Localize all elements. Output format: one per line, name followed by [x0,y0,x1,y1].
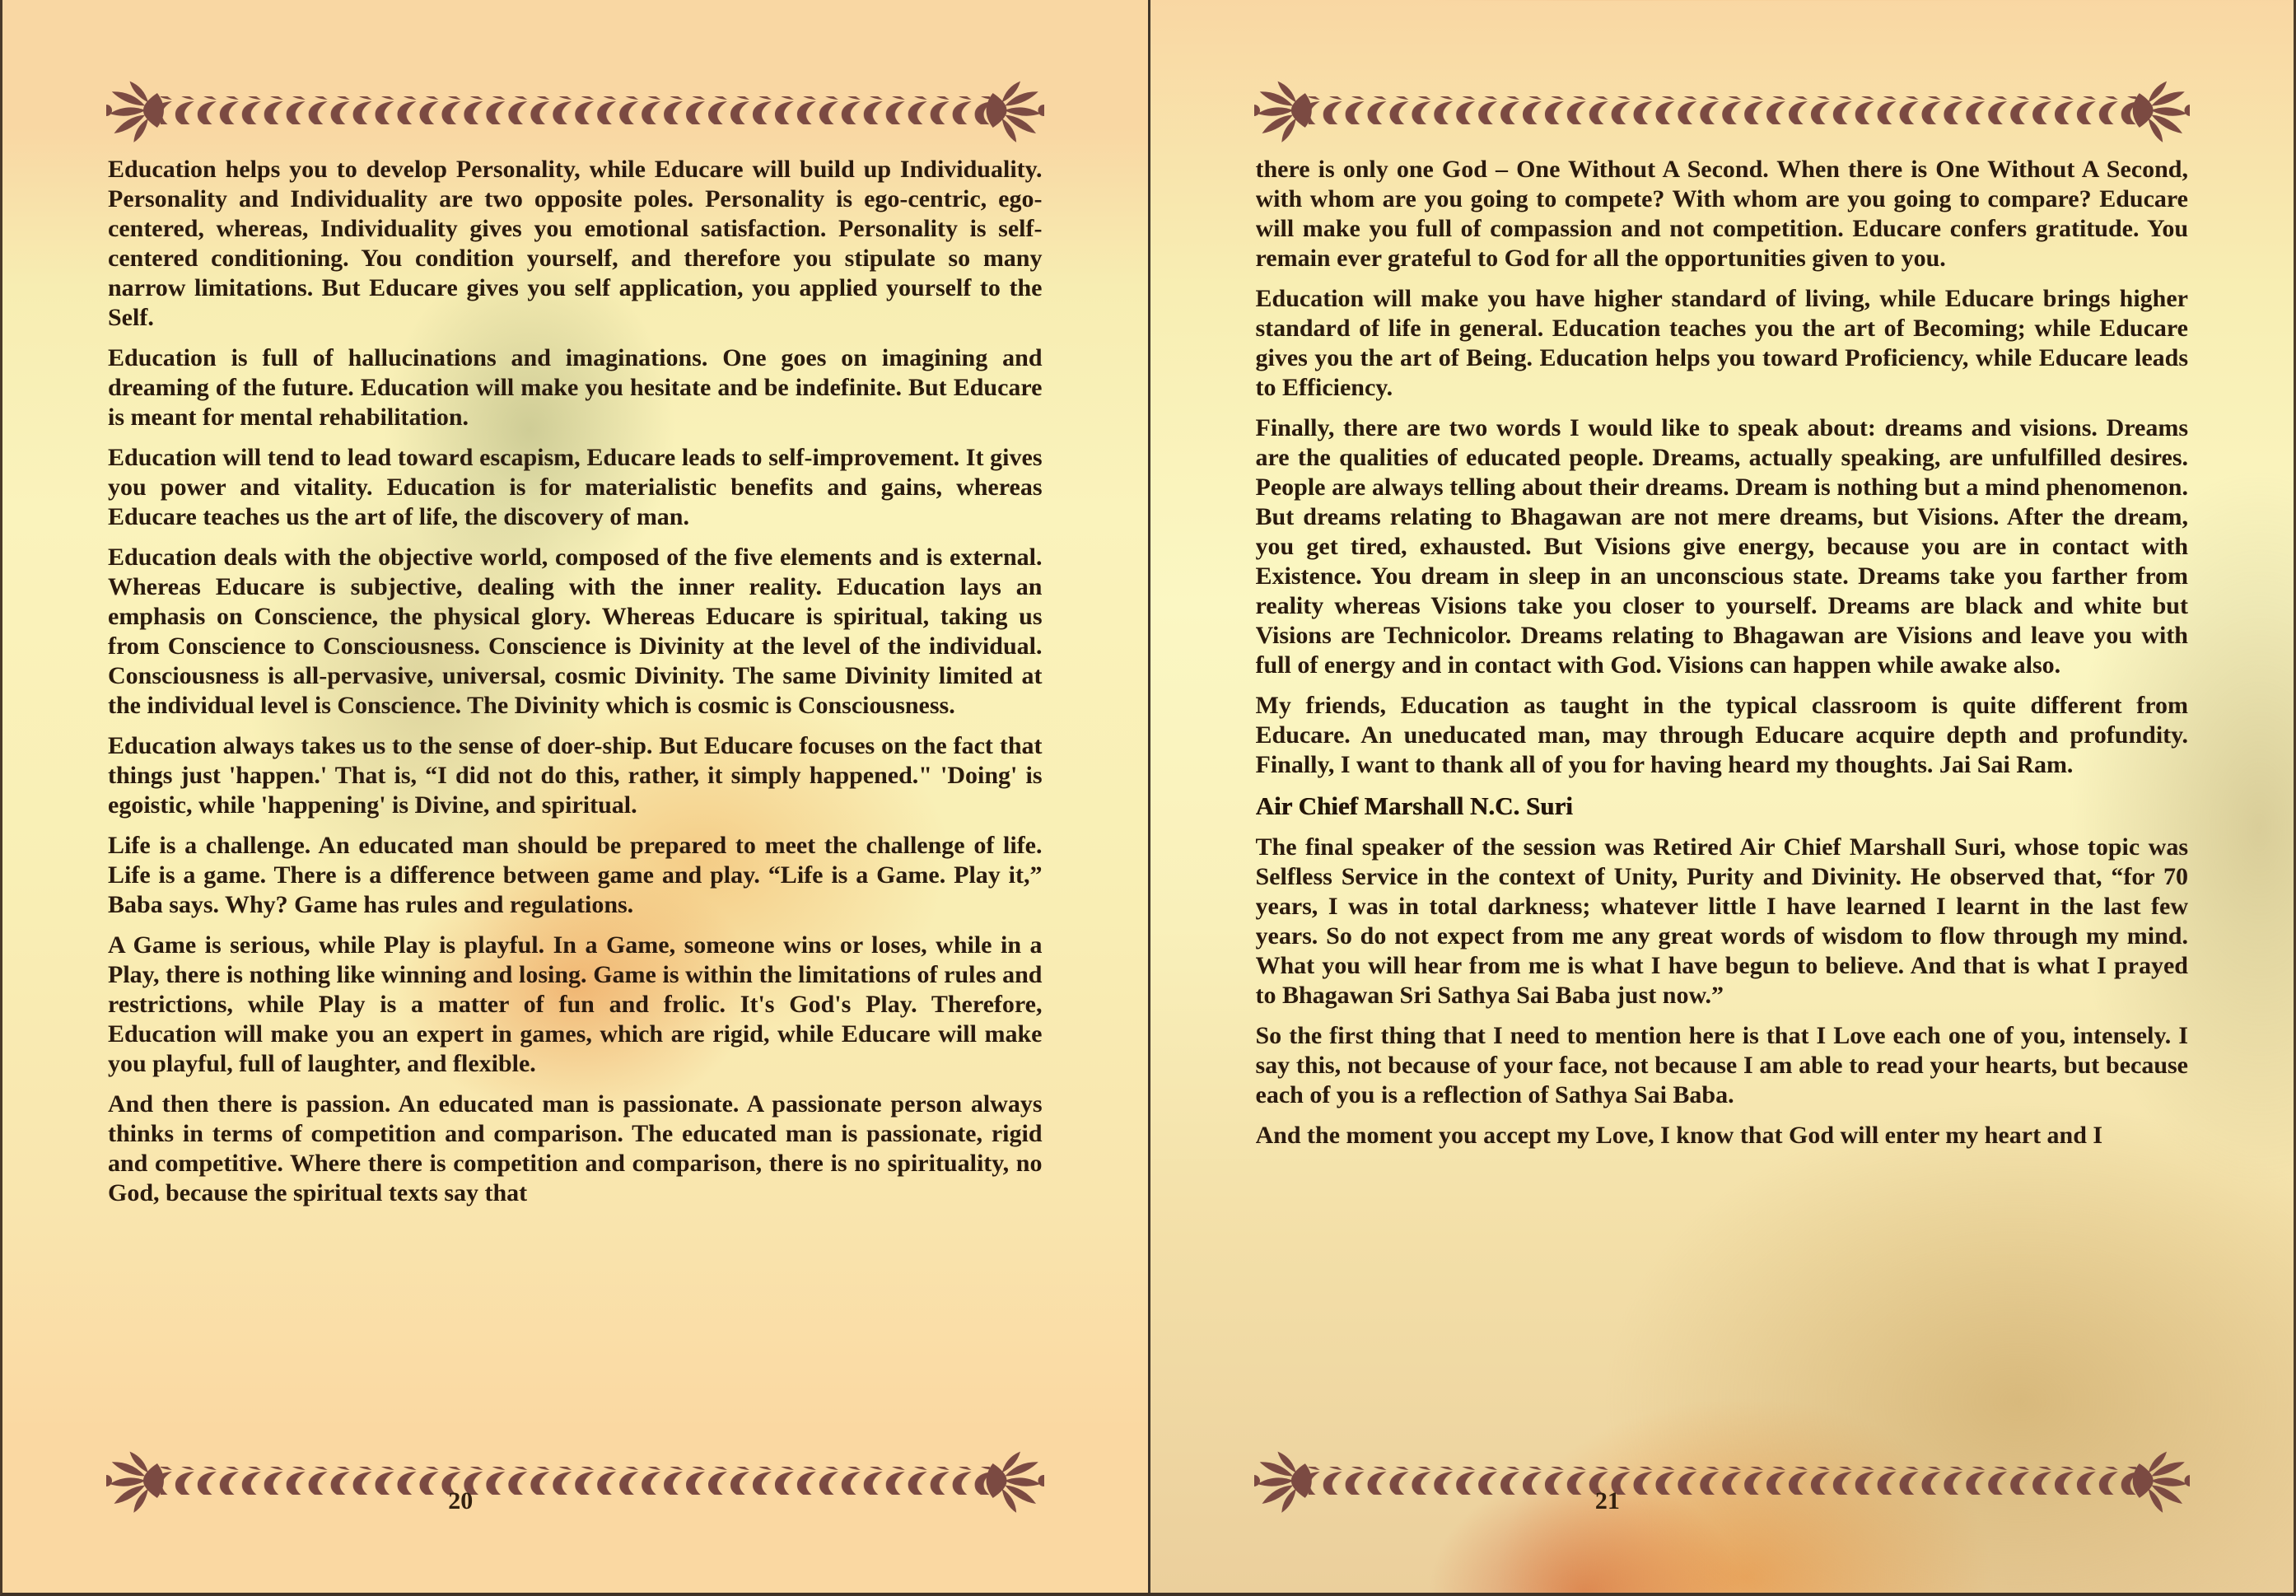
rope-border-icon [1254,1443,2191,1519]
page-number: 20 [448,1487,474,1514]
page-left [2,0,1148,1593]
paragraph: A Game is serious, while Play is playful. In a Game, someone wins or loses, while in a Play, there is nothing like winning and losing. Game is within the limitations of rules and restrictions, while Play is a matter of fun and frolic. It's God's Play. Therefore, Education will make you an expert in games, which are rigid, while Educare will make you playful, full of laughter, and flexible. [108,931,1043,1077]
paragraph: there is only one God – One Without A Second. When there is One Without A Second, with whom are you going to compete? With whom are you going to compare? Educare will make you full of compassion and not competition. Educare confers gratitude. You remain ever grateful to God for all the opportunities given to you. [1255,156,2188,272]
right-page-text [1256,155,2189,1436]
paragraph: Life is a challenge. An educated man should be prepared to meet the challenge of life. Life is a game. There is a difference between game and play. “Life is a Game. Play it,” Baba says. Why? Game has rules and regulations. [108,832,1043,918]
paragraph: The final speaker of the session was Retired Air Chief Marshall Suri, whose topic was Selfless Service in the context of Unity, Purity and Divinity. He observed that, “for 70 years, I was in total darkness; whatever little I have learned I learnt in the last few years. So do not expect from me any great words of wisdom to flow through my mind. What you will hear from me is what I have begun to believe. And that is what I prayed to Bhagawan Sri Sathya Sai Baba just now.” [1255,833,2188,1009]
paragraph: Education is full of hallucinations and imaginations. One goes on imagining and dreaming of the future. Education will make you hesitate and be indefinite. But Educare is meant for mental rehabilitation. [108,344,1043,431]
paragraph: Education will make you have higher standard of living, while Educare brings higher standard of life in general. Education teaches you the art of Becoming; while Educare gives you the art of Being. Education helps you toward Proficiency, while Educare leads to Efficiency. [1255,285,2188,401]
paragraph: And then there is passion. An educated man is passionate. A passionate person always thinks in terms of competition and comparison. The educated man is passionate, rigid and competitive. Where there is competition and comparison, there is no spirituality, no God, because the spiritual texts say that [108,1090,1043,1206]
paragraph: Education helps you to develop Personality, while Educare will build up Individuality. Personality and Individuality are two opposite poles. Personality is ego-centric, ego-centered, whereas, Individuality gives you emotional satisfaction. Personality is self-centered conditioning. You condition yourself, and therefore you stipulate so many narrow limitations. But Educare gives you self application, you applied yourself to the Self. [108,156,1043,331]
paragraph: My friends, Education as taught in the typical classroom is quite different from Educare. An uneducated man, may through Educare acquire depth and profundity. Finally, I want to thank all of you for having heard my thoughts. Jai Sai Ram. [1255,692,2188,778]
rope-border-icon [1254,72,2191,148]
left-page-text [108,155,1043,1436]
top-ornamental-border [1254,72,2191,148]
rope-border-icon [106,72,1044,148]
paragraph: Education deals with the objective world, composed of the five elements and is external. Whereas Educare is subjective, dealing with the inner reality. Education lays an emphasis on Conscience, the physical glory. Whereas Educare is spiritual, taking us from Conscience to Consciousness. Conscience is Divinity at the level of the individual. Consciousness is all-pervasive, universal, cosmic Divinity. The same Divinity limited at the individual level is Conscience. The Divinity which is cosmic is Consciousness. [108,544,1043,719]
bottom-ornamental-border [1254,1443,2191,1519]
paragraph: And the moment you accept my Love, I know that God will enter my heart and I [1255,1122,2103,1149]
paragraph: Education will tend to lead toward escapism, Educare leads to self-improvement. It gives you power and vitality. Education is for materialistic benefits and gains, whereas Educare teaches us the art of life, the discovery of man. [108,444,1043,530]
page-number: 21 [1594,1487,1620,1514]
paragraph: Finally, there are two words I would like to speak about: dreams and visions. Dreams are the qualities of educated people. Dreams, actually speaking, are unfulfilled desires. People are always telling about their dreams. Dream is nothing but a mind phenomenon. But dreams relating to Bhagawan are not mere dreams, but Visions. After the dream, you get tired, exhausted. But Visions give energy, because you are in contact with Existence. You dream in sleep in an unconscious state. Dreams take you farther from reality whereas Visions take you closer to yourself. Dreams are black and white but Visions are Technicolor. Dreams relating to Bhagawan are Visions and leave you with full of energy and in contact with God. Visions can happen while awake also. [1255,414,2188,679]
top-ornamental-border [106,72,1044,148]
paragraph: So the first thing that I need to mention here is that I Love each one of you, intensely. I say this, not because of your face, not because I am able to read your hearts, but because each of you is a reflection of Sathya Sai Baba. [1255,1022,2188,1108]
rope-border-icon [106,1443,1044,1519]
bottom-ornamental-border [106,1443,1044,1519]
section-heading: Air Chief Marshall N.C. Suri [1255,791,1573,820]
paragraph: Education always takes us to the sense of doer-ship. But Educare focuses on the fact that things just 'happen.' That is, “I did not do this, rather, it simply happened." 'Doing' is egoistic, while 'happening' is Divine, and spiritual. [108,732,1043,819]
page-right [1150,0,2294,1593]
